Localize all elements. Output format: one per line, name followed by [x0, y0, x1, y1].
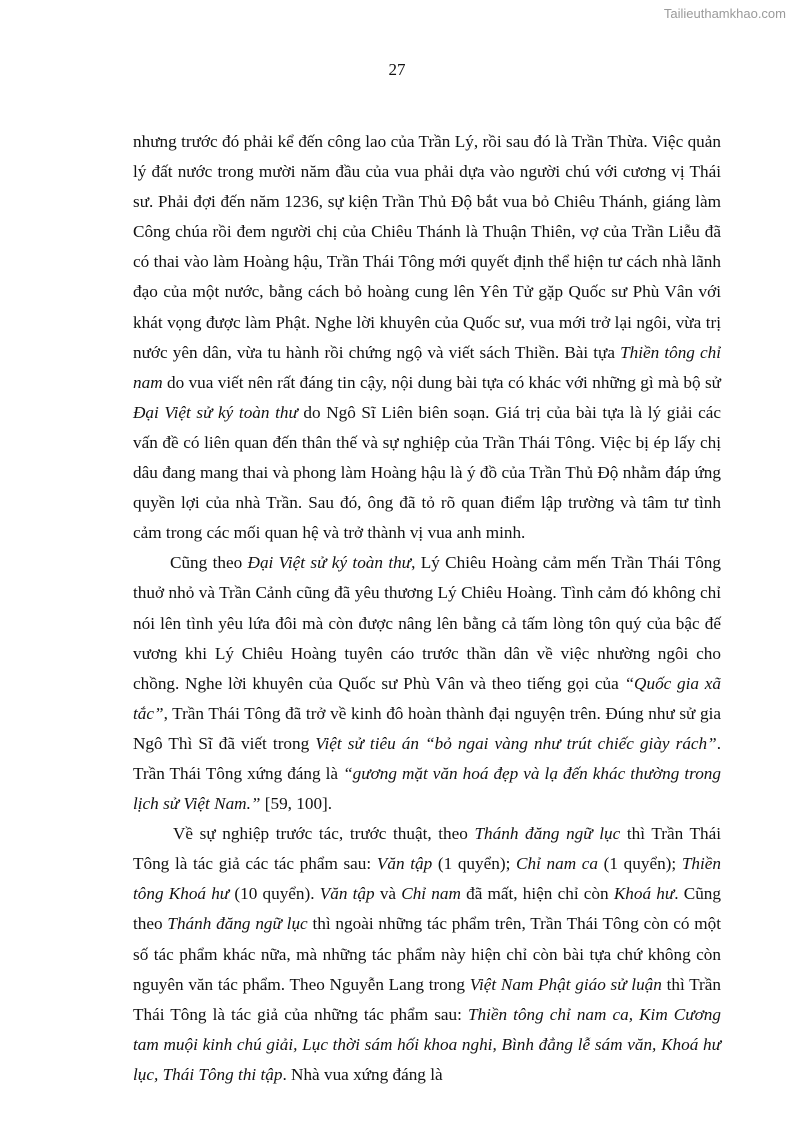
- paragraph: [133, 819, 721, 1090]
- text-run: do Ngô Sĩ Liên biên soạn. Giá trị của bài tựa là lý giải các vấn đề có liên quan đến thân thế và sự nghiệp của Trần Thái Tông. Việc bị ép lấy chị dâu đang mang thai và phong làm Hoàng hậu là ý đồ của Trần Thủ Độ nhằm đáp ứng quyền lợi của nhà Trần. Sau đó, ông đã tỏ rõ quan điểm lập trường và tâm tư tình cảm trong các mối quan hệ và trở thành vị vua anh minh.: [133, 402, 721, 543]
- text-run: Cũng theo: [170, 553, 248, 573]
- italic-text-run: Đại Việt sử ký toàn thư: [133, 402, 298, 422]
- text-run: . Cũng theo: [133, 884, 721, 934]
- text-run: (1 quyển);: [598, 854, 682, 874]
- text-run: thì ngoài những tác phẩm trên, Trần Thái Tông còn có một số tác phẩm khác nữa, mà những tác phẩm này hiện chỉ còn bài tựa chứ không còn nguyên văn tác phẩm. Theo Nguyễn Lang trong: [133, 914, 722, 994]
- paragraph: [133, 548, 721, 819]
- paragraph: [133, 127, 721, 548]
- italic-text-run: Thiền tông chỉ nam: [133, 342, 721, 392]
- italic-text-run: Khoá hư: [613, 884, 675, 904]
- text-run: . Trần Thái Tông xứng đáng là: [133, 733, 721, 783]
- page-number: 27: [388, 60, 406, 79]
- italic-text-run: “gương mặt văn hoá đẹp và lạ đến khác thường trong lịch sử Việt Nam.”: [133, 763, 721, 814]
- italic-text-run: Thiền tông Khoá hư: [133, 854, 721, 904]
- watermark: Tailieuthamkhao.com: [663, 6, 786, 21]
- italic-text-run: Chỉ nam ca: [516, 854, 599, 874]
- italic-text-run: Văn tập: [376, 854, 433, 874]
- text-run: đã mất, hiện chỉ còn: [460, 884, 614, 904]
- text-run: . Nhà vua xứng đáng là: [282, 1064, 443, 1084]
- text-run: nhưng trước đó phải kể đến công lao của Trần Lý, rồi sau đó là Trần Thừa. Việc quản lý đất nước trong mười năm đầu của vua phải dựa vào người chú với cương vị Thái sư. Phải đợi đến năm 1236, sự kiện Trần Thủ Độ bắt vua bỏ Chiêu Thánh, giáng làm Công chúa rồi đem người chị của Chiêu Thánh là Thuận Thiên, vợ của Trần Liễu đã có thai vào làm Hoàng hậu, Trần Thái Tông mới quyết định thể hiện tư cách nhà lãnh đạo của một nước, bằng cách bỏ hoàng cung lên Yên Tử gặp Quốc sư Phù Vân với khát vọng được làm Phật. Nghe lời khuyên của Quốc sư, vua mới trở lại ngôi, vừa trị nước yên dân, vừa tu hành rồi chứng ngộ và viết sách Thiền. Bài tựa: [133, 132, 721, 362]
- text-run: thì Trần Thái Tông là tác giả các tác phẩm sau:: [133, 824, 721, 874]
- document-body: [133, 127, 721, 1090]
- text-run: và: [374, 884, 402, 904]
- italic-text-run: Việt Nam Phật giáo sử luận: [469, 974, 662, 994]
- italic-text-run: Việt sử tiêu án “bỏ ngai vàng như trút chiếc giày rách”: [315, 733, 717, 753]
- text-run: (10 quyển).: [229, 884, 320, 904]
- text-run: [59, 100].: [260, 794, 333, 814]
- italic-text-run: Văn tập: [319, 884, 375, 904]
- italic-text-run: “Quốc gia xã tắc”: [133, 673, 721, 723]
- text-run: Về sự nghiệp trước tác, trước thuật, theo: [173, 824, 475, 844]
- italic-text-run: Chỉ nam: [401, 884, 461, 904]
- text-run: , Trần Thái Tông đã trở về kinh đô hoàn thành đại nguyện trên. Đúng như sử gia Ngô Thì Sĩ đã viết trong: [133, 703, 721, 753]
- text-run: thì Trần Thái Tông là tác giả của những tác phẩm sau:: [133, 974, 721, 1024]
- text-run: , Lý Chiêu Hoàng cảm mến Trần Thái Tông thuở nhỏ và Trần Cảnh cũng đã yêu thương Lý Chiêu Hoàng. Tình cảm đó không chỉ nói lên tình yêu lứa đôi mà còn được nâng lên bằng cả tấm lòng tôn quý của bậc đế vương khi Lý Chiêu Hoàng tuyên cáo trước thần dân về việc nhường ngôi cho chồng. Nghe lời khuyên của Quốc sư Phù Vân và theo tiếng gọi của: [133, 553, 721, 693]
- italic-text-run: Đại Việt sử ký toàn thư: [247, 553, 412, 573]
- text-run: do vua viết nên rất đáng tin cậy, nội dung bài tựa có khác với những gì mà bộ sử: [162, 372, 721, 392]
- italic-text-run: Thiền tông chỉ nam ca, Kim Cương tam muội kinh chú giải, Lục thời sám hối khoa nghi, Bình đẳng lễ sám văn, Khoá hư lục, Thái Tông thi tập: [133, 1004, 721, 1084]
- italic-text-run: Thánh đăng ngữ lục: [474, 824, 621, 844]
- text-run: (1 quyển);: [432, 854, 517, 874]
- italic-text-run: Thánh đăng ngữ lục: [167, 914, 308, 934]
